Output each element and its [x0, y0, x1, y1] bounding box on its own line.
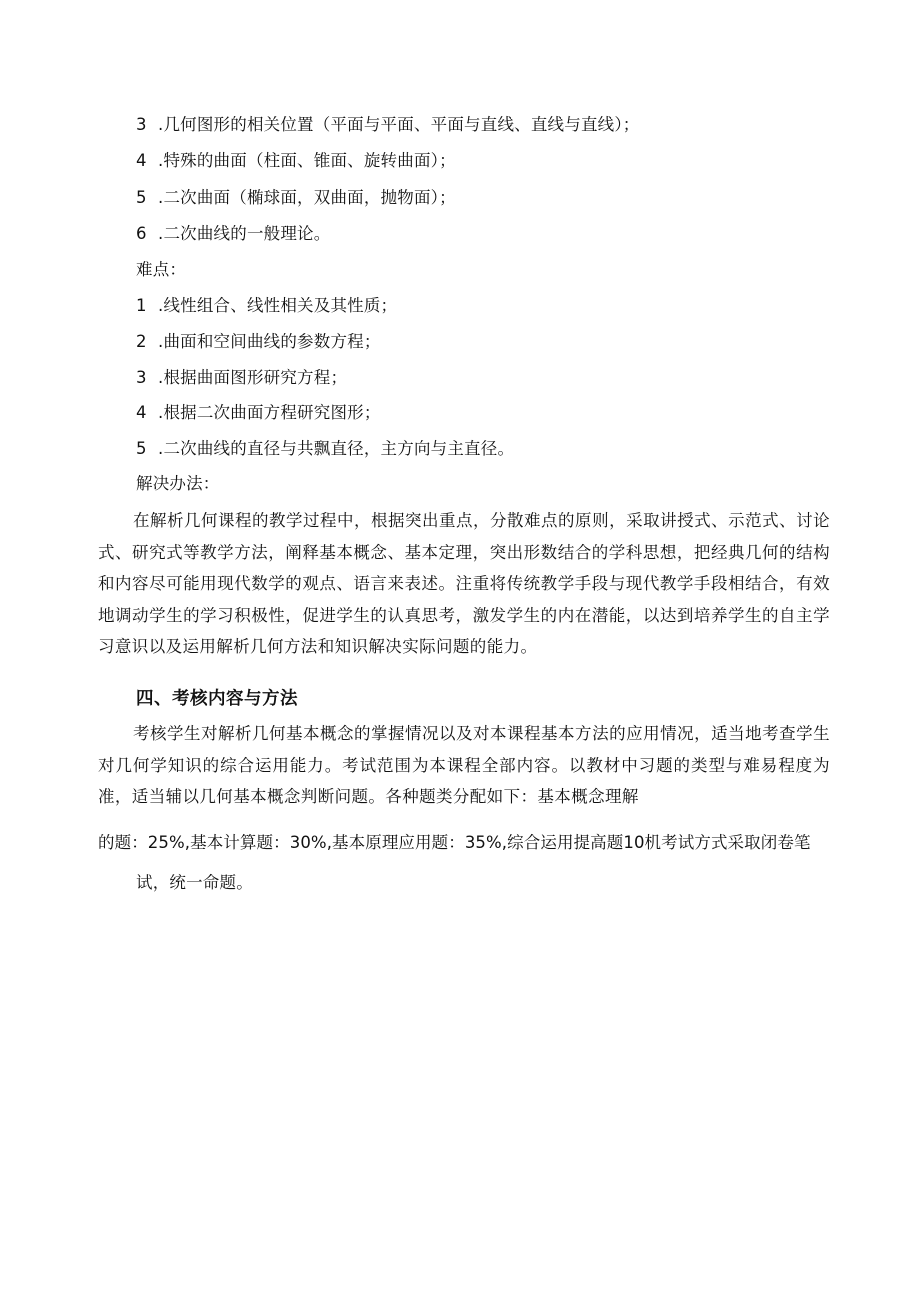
assessment-line-2: 的题：25%,基本计算题：30%,基本原理应用题：35%,综合运用提高题10机考试方式采取闭卷笔	[98, 833, 811, 852]
item-text: .线性组合、线性相关及其性质；	[158, 296, 398, 315]
item-text: .几何图形的相关位置（平面与平面、平面与直线、直线与直线）；	[158, 115, 640, 134]
key-point-item	[136, 114, 640, 136]
key-point-item	[136, 187, 456, 209]
difficulty-item	[136, 402, 381, 424]
item-number: 5	[136, 188, 147, 207]
item-number: 4	[136, 403, 147, 422]
section-heading: 四、考核内容与方法	[136, 689, 298, 709]
item-number: 3	[136, 368, 147, 387]
assessment-line-3: 试，统一命题。	[136, 873, 253, 892]
item-text: .根据二次曲面方程研究图形；	[158, 403, 381, 422]
item-number: 4	[136, 151, 147, 170]
key-point-item	[136, 223, 330, 245]
item-text: .二次曲线的一般理论。	[158, 224, 331, 243]
key-point-item	[136, 150, 456, 172]
item-text: .二次曲线的直径与共飘直径，主方向与主直径。	[158, 439, 515, 458]
item-number: 1	[136, 296, 147, 315]
difficulty-item	[136, 367, 347, 389]
item-number: 5	[136, 439, 147, 458]
solutions-paragraph: 在解析几何课程的教学过程中，根据突出重点，分散难点的原则，采取讲授式、示范式、讨论式、研究式等教学方法，阐释基本概念、基本定理，突出形数结合的学科思想，把经典几何的结构和内容尽可能用现代数学的观点、语言来表述。注重将传统教学手段与现代教学手段相结合，有效地调动学生的学习积极性，促进学生的认真思考，激发学生的内在潜能，以达到培养学生的自主学习意识以及运用解析几何方法和知识解决实际问题的能力。	[98, 511, 830, 656]
solutions-label: 解决办法：	[136, 474, 220, 493]
item-text: .根据曲面图形研究方程；	[158, 368, 348, 387]
difficulties-label: 难点：	[136, 260, 187, 279]
difficulty-item	[136, 331, 381, 353]
difficulty-item	[136, 295, 397, 317]
item-number: 3	[136, 115, 147, 134]
item-text: .特殊的曲面（柱面、锥面、旋转曲面）；	[158, 151, 456, 170]
item-number: 2	[136, 332, 147, 351]
difficulty-item	[136, 438, 514, 460]
item-text: .二次曲面（椭球面，双曲面，抛物面）；	[158, 188, 456, 207]
assessment-paragraph: 考核学生对解析几何基本概念的掌握情况以及对本课程基本方法的应用情况，适当地考查学生对几何学知识的综合运用能力。考试范围为本课程全部内容。以教材中习题的类型与难易程度为准，适当辅以几何基本概念判断问题。各种题类分配如下：基本概念理解	[98, 724, 830, 806]
item-text: .曲面和空间曲线的参数方程；	[158, 332, 381, 351]
item-number: 6	[136, 224, 147, 243]
